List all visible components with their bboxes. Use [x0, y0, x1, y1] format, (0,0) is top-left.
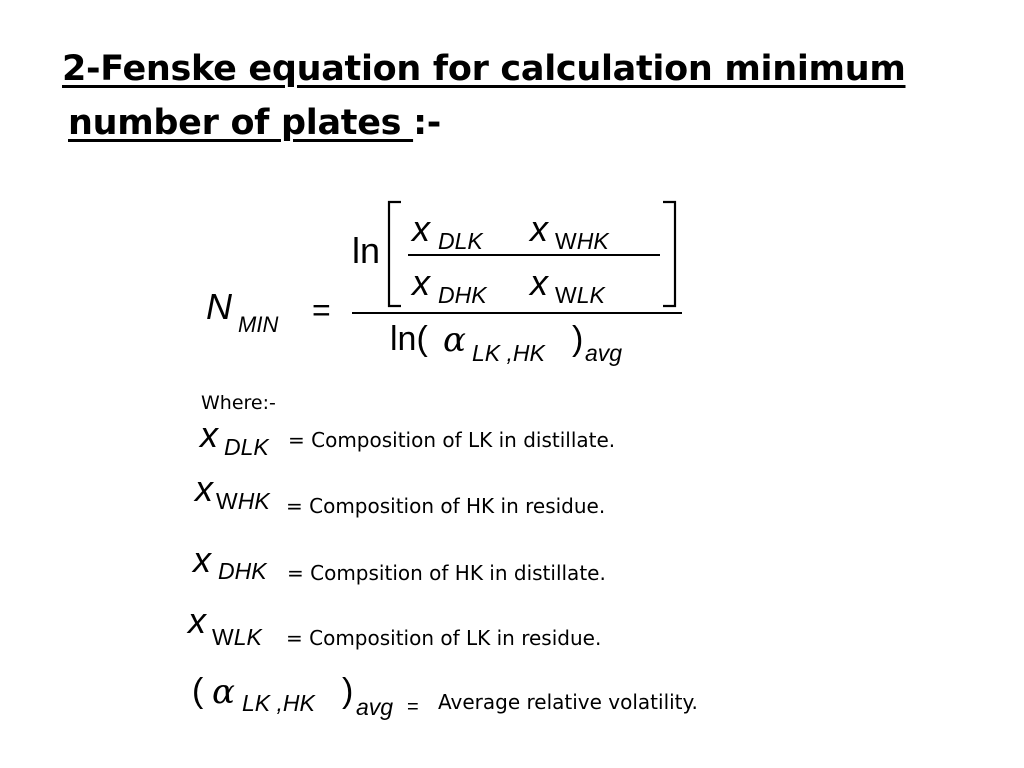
def-x-wlk-symbol: x: [188, 600, 206, 641]
def-x-wlk-text: = Composition of LK in residue.: [286, 626, 602, 650]
def-x-wlk-subscript: WLK: [212, 624, 262, 650]
def-alpha-symbol: α: [212, 672, 235, 712]
avg-subscript: avg: [585, 340, 623, 366]
lhs-variable: N: [206, 286, 232, 327]
def-x-dhk-text: = Compsition of HK in distillate.: [287, 561, 606, 585]
x-whk-symbol: x: [530, 208, 548, 249]
alpha-symbol: α: [443, 320, 466, 360]
alpha-subscript: LK ,HK: [472, 340, 545, 366]
title-line-2: number of plates: [68, 103, 414, 143]
x-dlk-symbol: x: [412, 208, 430, 249]
def-alpha-equals: =: [407, 696, 419, 718]
where-label: Where:-: [201, 392, 276, 414]
title-suffix: :-: [413, 103, 441, 143]
equals-sign: =: [312, 292, 331, 328]
def-x-dlk-symbol: x: [200, 414, 218, 455]
x-dhk-subscript: DHK: [438, 282, 487, 308]
slide-title: [62, 42, 962, 150]
def-x-whk-text: = Composition of HK in residue.: [286, 494, 606, 518]
def-x-whk-subscript: WHK: [216, 488, 270, 514]
x-wlk-subscript: WLK: [555, 282, 605, 308]
def-x-dhk-subscript: DHK: [218, 558, 267, 584]
inner-fraction-bar: [408, 254, 660, 256]
numerator-ln: ln: [352, 230, 381, 271]
x-whk-subscript: WHK: [555, 228, 609, 254]
denominator-ln: ln(: [390, 320, 428, 358]
lhs-subscript: MIN: [238, 312, 279, 337]
def-alpha-text: Average relative volatility.: [438, 690, 698, 714]
def-alpha-open-paren: (: [192, 672, 204, 710]
def-alpha-subscript: LK ,HK: [242, 690, 315, 716]
def-x-dhk-symbol: x: [193, 539, 211, 580]
main-fraction-bar: [352, 312, 682, 314]
def-avg-subscript: avg: [356, 694, 394, 720]
def-alpha-close-paren: ): [342, 672, 354, 710]
x-dhk-symbol: x: [412, 262, 430, 303]
def-x-whk-symbol: x: [195, 468, 213, 509]
x-wlk-symbol: x: [530, 262, 548, 303]
title-line-1: 2-Fenske equation for calculation minimum: [62, 49, 906, 89]
x-dlk-subscript: DLK: [438, 228, 483, 254]
def-x-dlk-subscript: DLK: [224, 434, 269, 460]
def-x-dlk-text: = Composition of LK in distillate.: [288, 428, 616, 452]
denominator-close-paren: ): [572, 320, 584, 358]
